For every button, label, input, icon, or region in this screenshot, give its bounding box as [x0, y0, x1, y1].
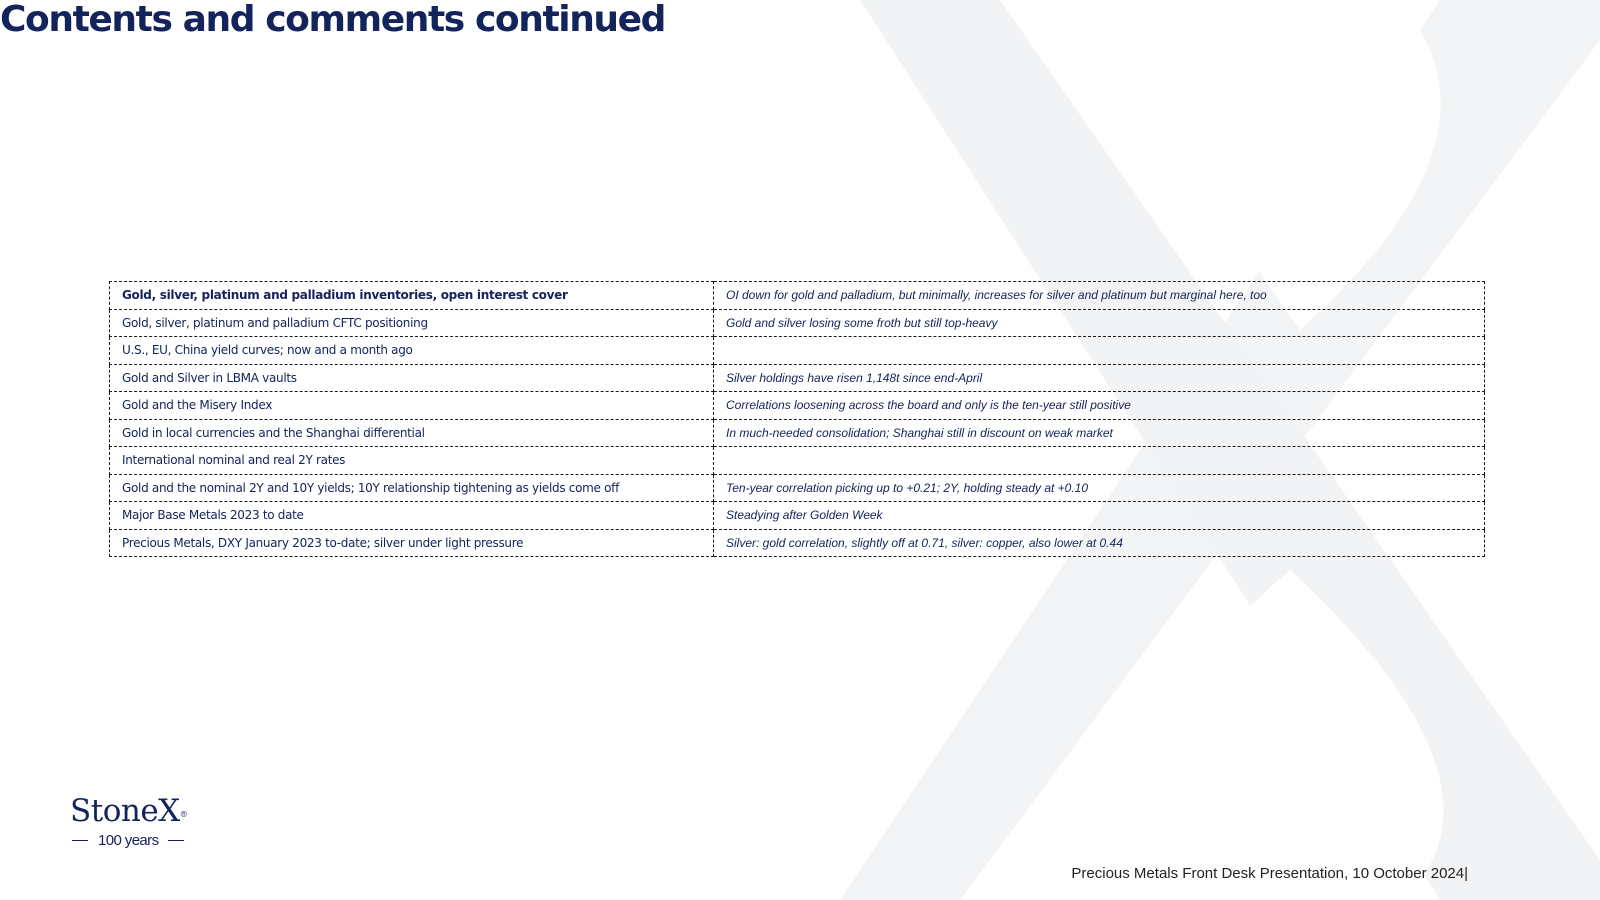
table-row [110, 364, 1485, 392]
topic-cell: Gold and Silver in LBMA vaults [110, 364, 714, 392]
page-title: Contents and comments continued [0, 0, 666, 40]
logo-tagline-line [72, 832, 187, 849]
topic-cell: Precious Metals, DXY January 2023 to-date; silver under light pressure [110, 529, 714, 557]
table-row [110, 309, 1485, 337]
contents-table [109, 281, 1485, 557]
comment-cell: In much-needed consolidation; Shanghai still in discount on weak market [714, 419, 1485, 447]
topic-cell: Gold and the Misery Index [110, 392, 714, 420]
topic-cell: Gold, silver, platinum and palladium CFTC positioning [110, 309, 714, 337]
comment-cell: Silver holdings have risen 1,148t since end-April [714, 364, 1485, 392]
stonex-logo [70, 794, 187, 849]
comment-cell: OI down for gold and palladium, but minimally, increases for silver and platinum but marginal here, too [714, 282, 1485, 310]
logo-tagline: 100 years [98, 832, 159, 849]
comment-cell: Silver: gold correlation, slightly off at 0.71, silver: copper, also lower at 0.44 [714, 529, 1485, 557]
table-row [110, 529, 1485, 557]
registered-mark: ® [179, 810, 188, 819]
logo-dash-right [168, 840, 184, 841]
comment-cell [714, 337, 1485, 365]
comment-cell: Ten-year correlation picking up to +0.21; 2Y, holding steady at +0.10 [714, 474, 1485, 502]
topic-cell: Major Base Metals 2023 to date [110, 502, 714, 530]
topic-cell: International nominal and real 2Y rates [110, 447, 714, 475]
footer-text: Precious Metals Front Desk Presentation, 10 October 2024| [1071, 865, 1468, 882]
table-row [110, 337, 1485, 365]
topic-cell: Gold in local currencies and the Shanghai differential [110, 419, 714, 447]
table-row [110, 447, 1485, 475]
comment-cell [714, 447, 1485, 475]
topic-cell: Gold, silver, platinum and palladium inventories, open interest cover [110, 282, 714, 310]
table-row [110, 474, 1485, 502]
topic-cell: U.S., EU, China yield curves; now and a month ago [110, 337, 714, 365]
comment-cell: Steadying after Golden Week [714, 502, 1485, 530]
table-row [110, 392, 1485, 420]
table-row [110, 502, 1485, 530]
table-row [110, 419, 1485, 447]
logo-dash-left [72, 840, 88, 841]
comment-cell: Correlations loosening across the board and only is the ten-year still positive [714, 392, 1485, 420]
comment-cell: Gold and silver losing some froth but still top-heavy [714, 309, 1485, 337]
logo-wordmark: StoneX® [70, 793, 188, 829]
table-row [110, 282, 1485, 310]
contents-table-body [110, 282, 1485, 557]
topic-cell: Gold and the nominal 2Y and 10Y yields; 10Y relationship tightening as yields come off [110, 474, 714, 502]
